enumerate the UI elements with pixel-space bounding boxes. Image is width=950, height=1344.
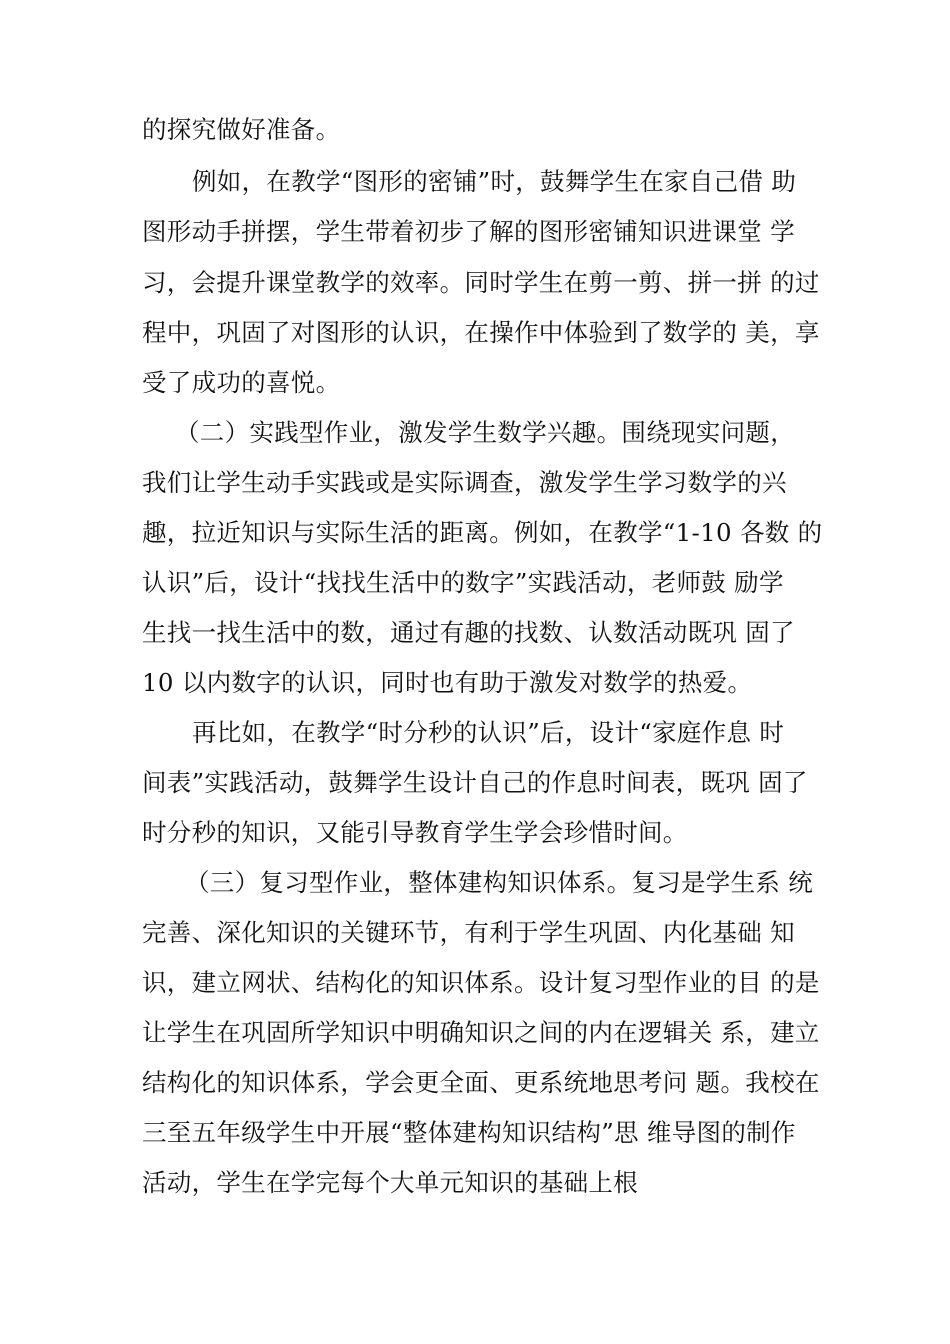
- text-line: 受了成功的喜悦。: [142, 368, 341, 397]
- text-line: 时分秒的知识，又能引导教育学生学会珍惜时间。: [142, 818, 688, 847]
- text-line: 的探究做好准备。: [142, 115, 341, 144]
- text-line: 图形动手拼摆，学生带着初步了解的图形密铺知识进课堂 学: [142, 217, 795, 246]
- text-line: 再比如，在教学“时分秒的认识”后，设计“家庭作息 时: [192, 718, 785, 747]
- text-line: 程中，巩固了对图形的认识，在操作中体验到了数学的 美，享: [142, 318, 820, 347]
- text-line: 认识”后，设计“找找生活中的数字”实践活动，老师鼓 励学: [142, 568, 784, 597]
- text-line: 间表”实践活动，鼓舞学生设计自己的作息时间表，既巩 固了: [142, 768, 808, 797]
- text-line: 例如，在教学“图形的密铺”时，鼓舞学生在家自己借 助: [192, 167, 797, 196]
- text-line: （二）实践型作业，激发学生数学兴趣。围绕现实问题，: [175, 418, 795, 447]
- text-line: （三）复习型作业，整体建构知识体系。复习是学生系 统: [185, 868, 814, 897]
- text-line: 生找一找生活中的数，通过有趣的找数、认数活动既巩 固了: [142, 618, 795, 647]
- text-line: 活动，学生在学完每个大单元知识的基础上根: [142, 1168, 638, 1197]
- text-line: 完善、深化知识的关键环节，有利于学生巩固、内化基础 知: [142, 918, 795, 947]
- text-line: 识，建立网状、结构化的知识体系。设计复习型作业的目 的是: [142, 968, 820, 997]
- text-line: 让学生在巩固所学知识中明确知识之间的内在逻辑关 系，建立: [142, 1018, 820, 1047]
- text-line: 趣，拉近知识与实际生活的距离。例如，在教学“1-10 各数 的: [142, 518, 823, 547]
- text-line: 结构化的知识体系，学会更全面、更系统地思考问 题。我校在: [142, 1068, 820, 1097]
- text-line: 10 以内数字的认识，同时也有助于激发对数学的热爱。: [142, 668, 753, 697]
- text-line: 我们让学生动手实践或是实际调查，激发学生学习数学的兴: [142, 468, 787, 497]
- text-line: 三至五年级学生中开展“整体建构知识结构”思 维导图的制作: [142, 1118, 796, 1147]
- text-line: 习，会提升课堂教学的效率。同时学生在剪一剪、拼一拼 的过: [142, 268, 820, 297]
